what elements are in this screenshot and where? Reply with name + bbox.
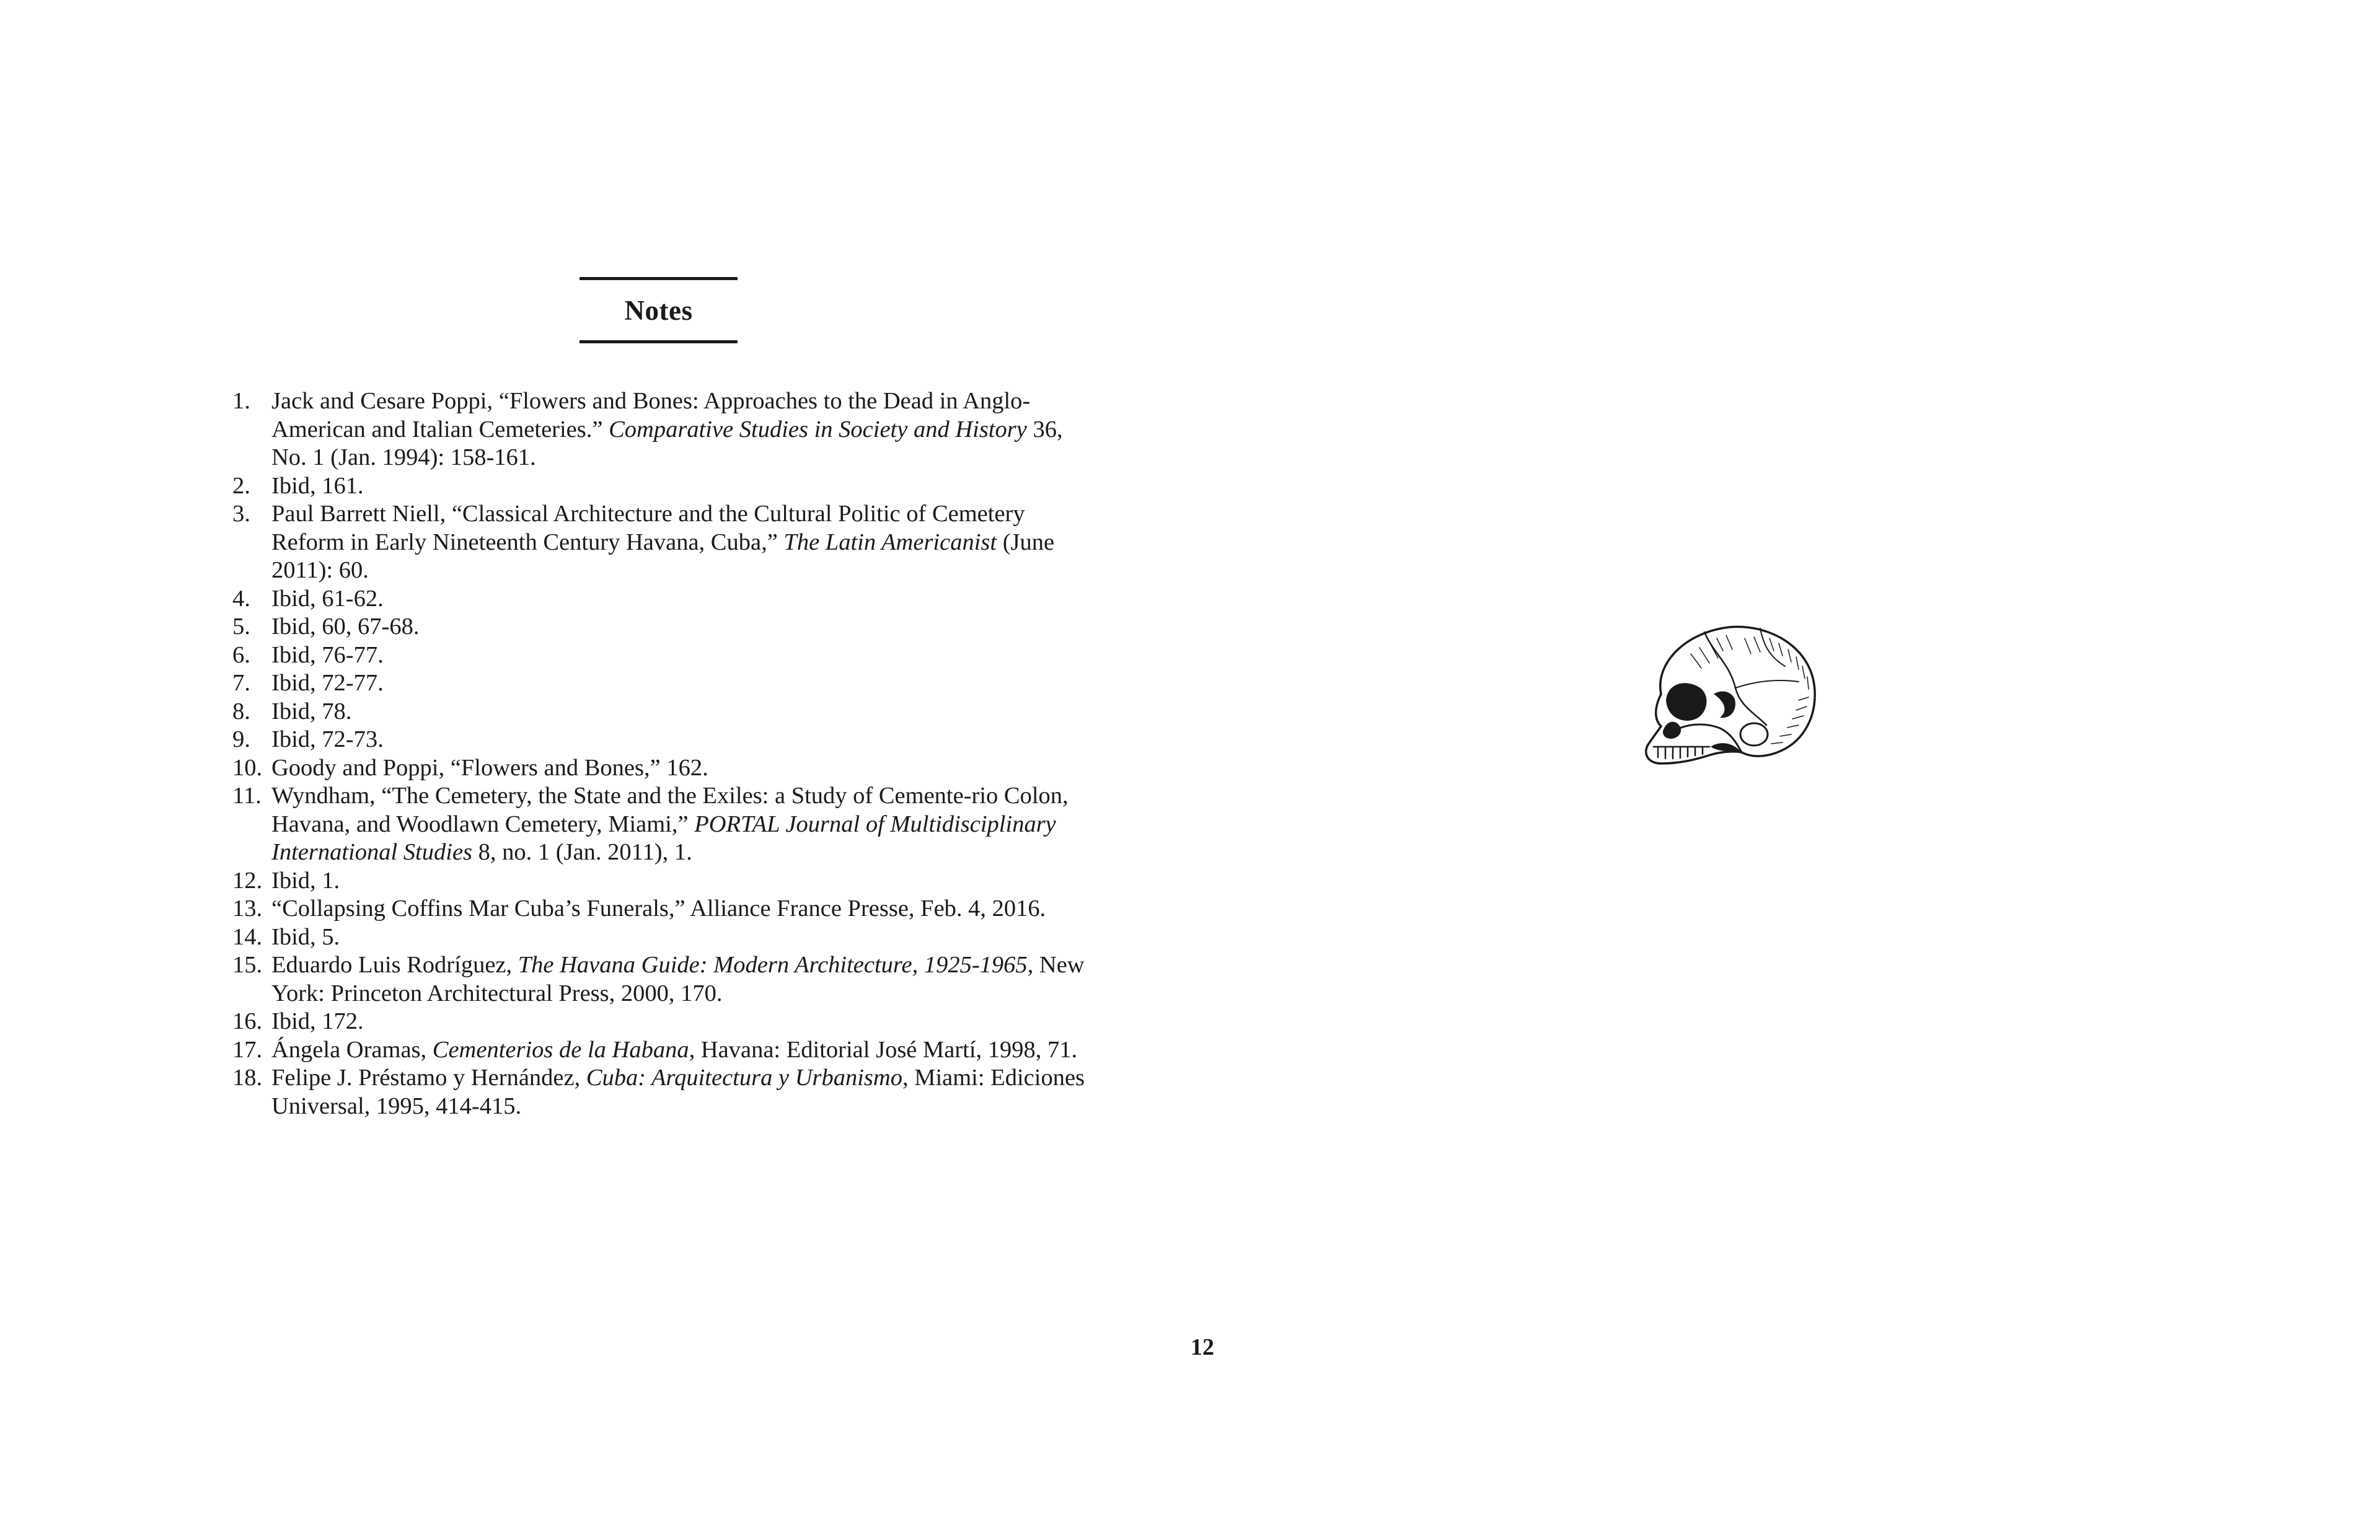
note-number: 10. [232, 754, 263, 781]
note-item [232, 1008, 1100, 1036]
note-number: 12. [232, 867, 263, 894]
note-item [232, 641, 1100, 670]
notes-list [232, 387, 1100, 1120]
note-text: Ibid, 60, 67-68. [271, 614, 420, 640]
notes-heading [580, 277, 738, 343]
note-item [232, 698, 1100, 726]
note-item [232, 613, 1100, 641]
note-text: Ibid, 61-62. [271, 585, 384, 612]
note-number: 13. [232, 895, 263, 922]
note-text: Jack and Cesare Poppi, “Flowers and Bones: Approaches to the Dead in Anglo-American and Italian Cemeteries.” Comparative Studies in Society and History 36, No. 1 (Jan. 1994): 158-161. [271, 388, 1063, 470]
note-text: Ibid, 1. [271, 867, 340, 894]
note-item [232, 387, 1100, 472]
note-text: Ibid, 72-73. [271, 726, 384, 752]
note-text: Ibid, 5. [271, 923, 340, 950]
page-number: 12 [1191, 1334, 1214, 1360]
note-text: “Collapsing Coffins Mar Cuba’s Funerals,” Alliance France Presse, Feb. 4, 2016. [271, 895, 1046, 922]
note-number: 6. [232, 641, 250, 668]
note-text: Felipe J. Préstamo y Hernández, Cuba: Arquitectura y Urbanismo, Miami: Ediciones Universal, 1995, 414-415. [271, 1065, 1085, 1119]
note-number: 15. [232, 952, 263, 978]
skull-icon [1636, 620, 1822, 775]
note-item [232, 585, 1100, 614]
note-item [232, 669, 1100, 698]
note-text: Ibid, 161. [271, 472, 364, 499]
note-item [232, 923, 1100, 952]
note-text: Ibid, 76-77. [271, 641, 384, 668]
note-item [232, 782, 1100, 867]
note-item [232, 754, 1100, 783]
note-number: 3. [232, 501, 250, 527]
note-number: 9. [232, 726, 250, 752]
note-number: 18. [232, 1065, 263, 1091]
note-number: 4. [232, 585, 250, 612]
note-text: Ángela Oramas, Cementerios de la Habana, Havana: Editorial José Martí, 1998, 71. [271, 1036, 1078, 1063]
note-number: 17. [232, 1036, 263, 1063]
notes-title: Notes [624, 294, 693, 326]
note-item [232, 500, 1100, 585]
note-text: Ibid, 172. [271, 1008, 364, 1034]
note-number: 11. [232, 783, 262, 809]
note-item [232, 726, 1100, 754]
note-text: Ibid, 72-77. [271, 670, 384, 696]
note-item [232, 1064, 1100, 1120]
note-number: 7. [232, 670, 250, 696]
note-text: Eduardo Luis Rodríguez, The Havana Guide: Modern Architecture, 1925-1965, New York: Princeton Architectural Press, 2000, 170. [271, 952, 1085, 1006]
note-text: Paul Barrett Niell, “Classical Architecture and the Cultural Politic of Cemetery Reform in Early Nineteenth Century Havana, Cuba,” The Latin Americanist (June 2011): 60. [271, 501, 1055, 583]
note-item [232, 867, 1100, 895]
note-number: 14. [232, 923, 263, 950]
note-number: 16. [232, 1008, 263, 1034]
note-number: 2. [232, 472, 250, 499]
note-number: 1. [232, 388, 250, 414]
note-item [232, 951, 1100, 1008]
note-text: Ibid, 78. [271, 698, 352, 724]
note-number: 5. [232, 614, 250, 640]
note-number: 8. [232, 698, 250, 724]
note-text: Wyndham, “The Cemetery, the State and the Exiles: a Study of Cemente-rio Colon, Havana, and Woodlawn Cemetery, Miami,” PORTAL Journal of Multidisciplinary International Studies 8, no. 1 (Jan. 2011), 1. [271, 783, 1069, 865]
note-item [232, 472, 1100, 501]
note-text: Goody and Poppi, “Flowers and Bones,” 162. [271, 754, 708, 781]
note-item [232, 895, 1100, 923]
note-item [232, 1036, 1100, 1065]
